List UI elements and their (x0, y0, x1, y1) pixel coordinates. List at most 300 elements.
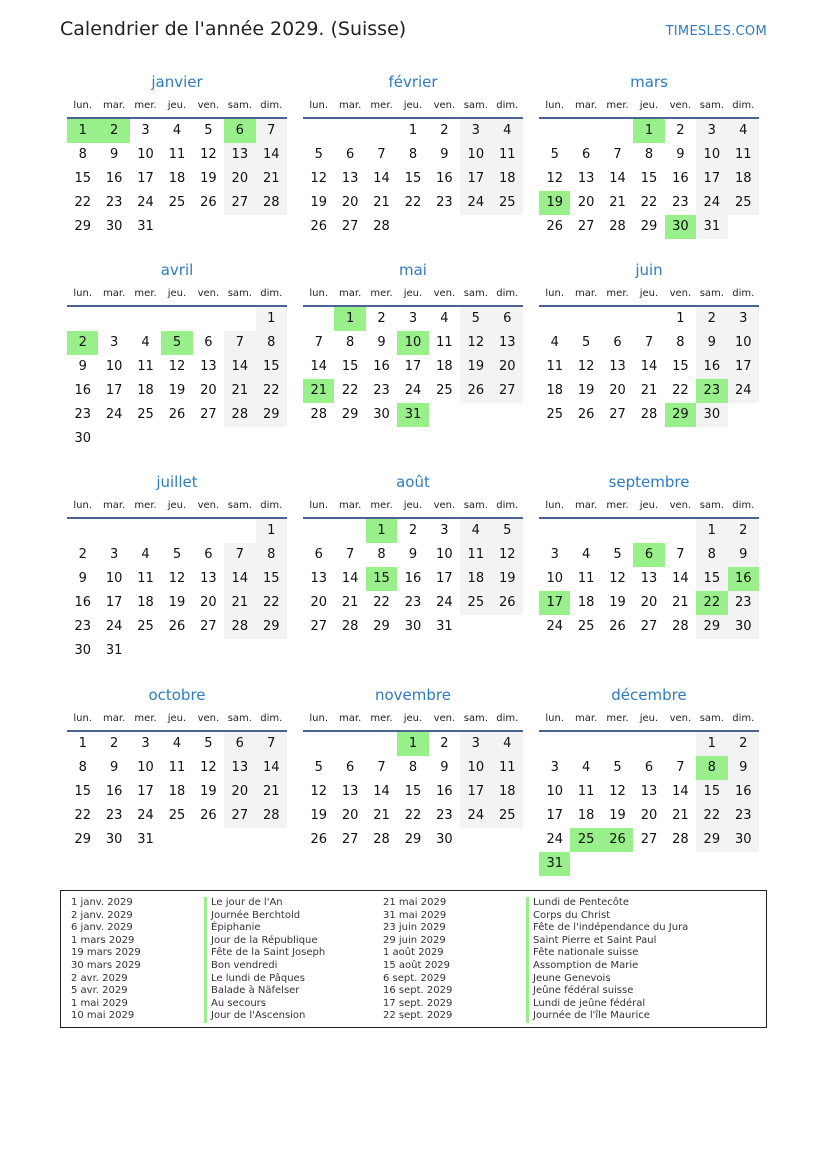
day-cell[interactable]: 15 (256, 355, 287, 379)
day-cell[interactable]: 31 (137, 219, 154, 234)
day-cell[interactable]: 5 (204, 736, 213, 751)
day-cell[interactable]: 24 (404, 383, 422, 398)
day-cell[interactable]: 21 (373, 195, 390, 210)
day-cell[interactable]: 12 (310, 784, 327, 799)
day-cell[interactable]: 14 (373, 171, 390, 186)
day-cell[interactable]: 25 (492, 804, 523, 828)
day-cell[interactable]: 15 (640, 171, 658, 186)
day-cell[interactable]: 26 (546, 219, 563, 234)
day-cell[interactable]: 29 (373, 619, 390, 634)
day-cell[interactable]: 1 (676, 311, 685, 326)
day-cell[interactable]: 10 (696, 143, 727, 167)
day-cell[interactable]: 9 (728, 756, 759, 780)
day-cell[interactable]: 8 (256, 331, 287, 355)
day-cell[interactable]: 29 (74, 219, 91, 234)
day-cell[interactable]: 2 (78, 547, 87, 562)
day-cell[interactable]: 17 (105, 383, 123, 398)
day-cell[interactable]: 31 (436, 619, 453, 634)
day-cell[interactable]: 26 (310, 832, 327, 847)
day-cell[interactable]: 28 (256, 804, 287, 828)
day-cell[interactable]: 18 (168, 784, 186, 799)
day-cell[interactable]: 5 (613, 547, 622, 562)
day-cell[interactable]: 17 (460, 167, 491, 191)
day-cell[interactable]: 14 (256, 143, 287, 167)
day-cell[interactable]: 18 (436, 359, 453, 374)
holiday-day-cell[interactable]: 15 (366, 567, 397, 591)
holiday-day-cell[interactable]: 31 (539, 852, 570, 876)
day-cell[interactable]: 26 (577, 407, 595, 422)
day-cell[interactable]: 23 (373, 383, 390, 398)
day-cell[interactable]: 11 (168, 760, 186, 775)
day-cell[interactable]: 26 (492, 591, 523, 615)
holiday-day-cell[interactable]: 26 (602, 828, 633, 852)
day-cell[interactable]: 18 (577, 595, 595, 610)
day-cell[interactable]: 1 (696, 519, 727, 543)
day-cell[interactable]: 12 (168, 359, 186, 374)
day-cell[interactable]: 28 (609, 219, 626, 234)
day-cell[interactable]: 21 (672, 808, 689, 823)
day-cell[interactable]: 25 (436, 383, 453, 398)
day-cell[interactable]: 29 (404, 832, 422, 847)
day-cell[interactable]: 7 (676, 547, 685, 562)
day-cell[interactable]: 12 (310, 171, 327, 186)
day-cell[interactable]: 16 (696, 355, 727, 379)
day-cell[interactable]: 19 (492, 567, 523, 591)
day-cell[interactable]: 19 (200, 784, 217, 799)
holiday-day-cell[interactable]: 1 (366, 519, 397, 543)
day-cell[interactable]: 30 (373, 407, 390, 422)
day-cell[interactable]: 22 (672, 383, 689, 398)
day-cell[interactable]: 3 (550, 760, 559, 775)
day-cell[interactable]: 16 (436, 784, 453, 799)
day-cell[interactable]: 19 (609, 595, 626, 610)
day-cell[interactable]: 13 (640, 784, 658, 799)
day-cell[interactable]: 26 (200, 195, 217, 210)
day-cell[interactable]: 28 (341, 619, 359, 634)
day-cell[interactable]: 6 (314, 547, 323, 562)
day-cell[interactable]: 30 (436, 832, 453, 847)
day-cell[interactable]: 8 (696, 543, 727, 567)
day-cell[interactable]: 26 (460, 379, 491, 403)
day-cell[interactable]: 18 (728, 167, 759, 191)
day-cell[interactable]: 5 (314, 760, 323, 775)
day-cell[interactable]: 28 (672, 619, 689, 634)
day-cell[interactable]: 28 (373, 832, 390, 847)
day-cell[interactable]: 11 (436, 335, 453, 350)
day-cell[interactable]: 11 (460, 543, 491, 567)
day-cell[interactable]: 27 (341, 832, 359, 847)
day-cell[interactable]: 4 (728, 119, 759, 143)
day-cell[interactable]: 23 (436, 808, 453, 823)
holiday-day-cell[interactable]: 5 (161, 331, 192, 355)
day-cell[interactable]: 2 (696, 307, 727, 331)
day-cell[interactable]: 29 (696, 615, 727, 639)
day-cell[interactable]: 3 (141, 736, 150, 751)
day-cell[interactable]: 29 (256, 615, 287, 639)
day-cell[interactable]: 26 (609, 619, 626, 634)
day-cell[interactable]: 23 (105, 195, 123, 210)
day-cell[interactable]: 7 (676, 760, 685, 775)
day-cell[interactable]: 1 (256, 307, 287, 331)
day-cell[interactable]: 9 (440, 760, 449, 775)
day-cell[interactable]: 24 (696, 191, 727, 215)
day-cell[interactable]: 7 (256, 732, 287, 756)
day-cell[interactable]: 12 (609, 571, 626, 586)
day-cell[interactable]: 7 (224, 331, 255, 355)
day-cell[interactable]: 22 (74, 808, 91, 823)
day-cell[interactable]: 22 (640, 195, 658, 210)
day-cell[interactable]: 28 (640, 407, 658, 422)
day-cell[interactable]: 2 (408, 523, 418, 538)
holiday-day-cell[interactable]: 6 (633, 543, 664, 567)
day-cell[interactable]: 23 (728, 804, 759, 828)
day-cell[interactable]: 21 (256, 167, 287, 191)
day-cell[interactable]: 27 (224, 804, 255, 828)
day-cell[interactable]: 18 (492, 167, 523, 191)
day-cell[interactable]: 14 (609, 171, 626, 186)
holiday-day-cell[interactable]: 23 (696, 379, 727, 403)
day-cell[interactable]: 14 (224, 567, 255, 591)
day-cell[interactable]: 20 (341, 808, 359, 823)
day-cell[interactable]: 15 (696, 567, 727, 591)
holiday-day-cell[interactable]: 21 (303, 379, 334, 403)
day-cell[interactable]: 3 (460, 119, 491, 143)
day-cell[interactable]: 20 (200, 595, 217, 610)
day-cell[interactable]: 27 (224, 191, 255, 215)
holiday-day-cell[interactable]: 31 (397, 403, 428, 427)
holiday-day-cell[interactable]: 30 (665, 215, 696, 239)
day-cell[interactable]: 3 (460, 732, 491, 756)
day-cell[interactable]: 24 (460, 191, 491, 215)
day-cell[interactable]: 16 (373, 359, 390, 374)
day-cell[interactable]: 30 (696, 403, 727, 427)
day-cell[interactable]: 1 (408, 123, 418, 138)
day-cell[interactable]: 24 (137, 808, 154, 823)
day-cell[interactable]: 25 (460, 591, 491, 615)
day-cell[interactable]: 20 (640, 808, 658, 823)
day-cell[interactable]: 17 (137, 171, 154, 186)
day-cell[interactable]: 21 (640, 383, 658, 398)
day-cell[interactable]: 7 (314, 335, 323, 350)
day-cell[interactable]: 14 (224, 355, 255, 379)
day-cell[interactable]: 15 (341, 359, 359, 374)
day-cell[interactable]: 20 (224, 167, 255, 191)
day-cell[interactable]: 13 (224, 756, 255, 780)
day-cell[interactable]: 1 (78, 736, 87, 751)
day-cell[interactable]: 11 (137, 571, 154, 586)
day-cell[interactable]: 31 (696, 215, 727, 239)
day-cell[interactable]: 25 (492, 191, 523, 215)
day-cell[interactable]: 3 (550, 547, 559, 562)
day-cell[interactable]: 13 (341, 171, 359, 186)
day-cell[interactable]: 6 (204, 547, 213, 562)
day-cell[interactable]: 9 (78, 571, 87, 586)
day-cell[interactable]: 7 (345, 547, 355, 562)
day-cell[interactable]: 19 (460, 355, 491, 379)
day-cell[interactable]: 25 (546, 407, 563, 422)
day-cell[interactable]: 18 (492, 780, 523, 804)
holiday-day-cell[interactable]: 10 (397, 331, 428, 355)
day-cell[interactable]: 8 (676, 335, 685, 350)
day-cell[interactable]: 19 (168, 383, 186, 398)
day-cell[interactable]: 16 (404, 571, 422, 586)
day-cell[interactable]: 26 (310, 219, 327, 234)
day-cell[interactable]: 6 (581, 147, 591, 162)
day-cell[interactable]: 24 (137, 195, 154, 210)
day-cell[interactable]: 18 (460, 567, 491, 591)
day-cell[interactable]: 6 (492, 307, 523, 331)
day-cell[interactable]: 23 (436, 195, 453, 210)
day-cell[interactable]: 16 (436, 171, 453, 186)
day-cell[interactable]: 12 (460, 331, 491, 355)
day-cell[interactable]: 8 (345, 335, 355, 350)
day-cell[interactable]: 28 (373, 219, 390, 234)
day-cell[interactable]: 19 (310, 808, 327, 823)
day-cell[interactable]: 9 (728, 543, 759, 567)
day-cell[interactable]: 27 (640, 619, 658, 634)
day-cell[interactable]: 9 (78, 359, 87, 374)
day-cell[interactable]: 27 (492, 379, 523, 403)
day-cell[interactable]: 22 (404, 808, 422, 823)
day-cell[interactable]: 14 (640, 359, 658, 374)
day-cell[interactable]: 24 (728, 379, 759, 403)
day-cell[interactable]: 2 (728, 732, 759, 756)
day-cell[interactable]: 21 (373, 808, 390, 823)
day-cell[interactable]: 11 (577, 784, 595, 799)
day-cell[interactable]: 15 (696, 780, 727, 804)
day-cell[interactable]: 23 (74, 407, 91, 422)
day-cell[interactable]: 16 (74, 595, 91, 610)
day-cell[interactable]: 23 (728, 591, 759, 615)
day-cell[interactable]: 11 (492, 143, 523, 167)
day-cell[interactable]: 29 (696, 828, 727, 852)
day-cell[interactable]: 21 (224, 379, 255, 403)
day-cell[interactable]: 8 (377, 547, 386, 562)
day-cell[interactable]: 14 (672, 784, 689, 799)
day-cell[interactable]: 10 (105, 359, 123, 374)
day-cell[interactable]: 8 (78, 760, 87, 775)
day-cell[interactable]: 20 (577, 195, 595, 210)
day-cell[interactable]: 5 (314, 147, 323, 162)
day-cell[interactable]: 22 (341, 383, 359, 398)
day-cell[interactable]: 1 (256, 519, 287, 543)
day-cell[interactable]: 16 (728, 780, 759, 804)
day-cell[interactable]: 14 (256, 756, 287, 780)
day-cell[interactable]: 9 (109, 760, 119, 775)
day-cell[interactable]: 5 (492, 519, 523, 543)
day-cell[interactable]: 3 (408, 311, 418, 326)
day-cell[interactable]: 18 (137, 595, 154, 610)
day-cell[interactable]: 21 (224, 591, 255, 615)
day-cell[interactable]: 4 (440, 311, 449, 326)
day-cell[interactable]: 10 (137, 147, 154, 162)
day-cell[interactable]: 3 (696, 119, 727, 143)
day-cell[interactable]: 30 (74, 643, 91, 658)
day-cell[interactable]: 22 (696, 804, 727, 828)
day-cell[interactable]: 25 (728, 191, 759, 215)
day-cell[interactable]: 2 (440, 123, 449, 138)
day-cell[interactable]: 16 (672, 171, 689, 186)
day-cell[interactable]: 17 (546, 808, 563, 823)
day-cell[interactable]: 17 (404, 359, 422, 374)
day-cell[interactable]: 25 (577, 619, 595, 634)
day-cell[interactable]: 27 (310, 619, 327, 634)
day-cell[interactable]: 10 (436, 547, 453, 562)
holiday-day-cell[interactable]: 2 (67, 331, 98, 355)
day-cell[interactable]: 20 (200, 383, 217, 398)
day-cell[interactable]: 10 (546, 784, 563, 799)
day-cell[interactable]: 12 (609, 784, 626, 799)
day-cell[interactable]: 2 (676, 123, 685, 138)
day-cell[interactable]: 29 (74, 832, 91, 847)
day-cell[interactable]: 18 (168, 171, 186, 186)
day-cell[interactable]: 30 (404, 619, 422, 634)
day-cell[interactable]: 13 (200, 359, 217, 374)
day-cell[interactable]: 27 (341, 219, 359, 234)
day-cell[interactable]: 25 (168, 195, 186, 210)
day-cell[interactable]: 27 (609, 407, 626, 422)
holiday-day-cell[interactable]: 1 (334, 307, 365, 331)
day-cell[interactable]: 28 (672, 832, 689, 847)
day-cell[interactable]: 13 (200, 571, 217, 586)
day-cell[interactable]: 22 (256, 591, 287, 615)
day-cell[interactable]: 24 (105, 619, 123, 634)
day-cell[interactable]: 14 (373, 784, 390, 799)
day-cell[interactable]: 4 (581, 760, 591, 775)
day-cell[interactable]: 20 (310, 595, 327, 610)
brand-link[interactable]: TIMESLES.COM (665, 24, 767, 39)
day-cell[interactable]: 13 (609, 359, 626, 374)
day-cell[interactable]: 4 (492, 732, 523, 756)
holiday-day-cell[interactable]: 1 (67, 119, 98, 143)
day-cell[interactable]: 28 (224, 615, 255, 639)
day-cell[interactable]: 21 (341, 595, 359, 610)
day-cell[interactable]: 30 (728, 828, 759, 852)
day-cell[interactable]: 30 (728, 615, 759, 639)
day-cell[interactable]: 10 (137, 760, 154, 775)
day-cell[interactable]: 24 (460, 804, 491, 828)
holiday-day-cell[interactable]: 29 (665, 403, 696, 427)
day-cell[interactable]: 6 (345, 760, 355, 775)
day-cell[interactable]: 11 (577, 571, 595, 586)
day-cell[interactable]: 20 (341, 195, 359, 210)
day-cell[interactable]: 6 (224, 732, 255, 756)
holiday-day-cell[interactable]: 19 (539, 191, 570, 215)
day-cell[interactable]: 29 (256, 403, 287, 427)
day-cell[interactable]: 4 (550, 335, 559, 350)
day-cell[interactable]: 19 (577, 383, 595, 398)
day-cell[interactable]: 13 (224, 143, 255, 167)
day-cell[interactable]: 19 (310, 195, 327, 210)
day-cell[interactable]: 17 (137, 784, 154, 799)
holiday-day-cell[interactable]: 25 (570, 828, 601, 852)
day-cell[interactable]: 27 (200, 619, 217, 634)
day-cell[interactable]: 20 (640, 595, 658, 610)
day-cell[interactable]: 28 (224, 403, 255, 427)
day-cell[interactable]: 9 (408, 547, 418, 562)
day-cell[interactable]: 12 (200, 760, 217, 775)
day-cell[interactable]: 20 (609, 383, 626, 398)
day-cell[interactable]: 2 (728, 519, 759, 543)
day-cell[interactable]: 25 (137, 407, 154, 422)
day-cell[interactable]: 13 (640, 571, 658, 586)
day-cell[interactable]: 16 (74, 383, 91, 398)
day-cell[interactable]: 9 (377, 335, 386, 350)
day-cell[interactable]: 24 (546, 832, 563, 847)
day-cell[interactable]: 15 (74, 784, 91, 799)
day-cell[interactable]: 21 (256, 780, 287, 804)
day-cell[interactable]: 10 (728, 331, 759, 355)
day-cell[interactable]: 4 (460, 519, 491, 543)
day-cell[interactable]: 11 (492, 756, 523, 780)
day-cell[interactable]: 15 (404, 784, 422, 799)
day-cell[interactable]: 8 (408, 147, 418, 162)
day-cell[interactable]: 8 (644, 147, 654, 162)
day-cell[interactable]: 9 (440, 147, 449, 162)
day-cell[interactable]: 12 (200, 147, 217, 162)
holiday-day-cell[interactable]: 8 (696, 756, 727, 780)
day-cell[interactable]: 21 (609, 195, 626, 210)
day-cell[interactable]: 15 (256, 567, 287, 591)
day-cell[interactable]: 24 (436, 595, 453, 610)
day-cell[interactable]: 4 (141, 547, 150, 562)
holiday-day-cell[interactable]: 17 (539, 591, 570, 615)
day-cell[interactable]: 17 (696, 167, 727, 191)
day-cell[interactable]: 3 (109, 335, 119, 350)
holiday-day-cell[interactable]: 1 (633, 119, 664, 143)
day-cell[interactable]: 12 (577, 359, 595, 374)
day-cell[interactable]: 8 (78, 147, 87, 162)
holiday-day-cell[interactable]: 2 (98, 119, 129, 143)
day-cell[interactable]: 5 (460, 307, 491, 331)
day-cell[interactable]: 15 (404, 171, 422, 186)
day-cell[interactable]: 17 (105, 595, 123, 610)
day-cell[interactable]: 22 (256, 379, 287, 403)
day-cell[interactable]: 30 (105, 832, 123, 847)
day-cell[interactable]: 31 (105, 643, 123, 658)
day-cell[interactable]: 11 (168, 147, 186, 162)
day-cell[interactable]: 7 (256, 119, 287, 143)
day-cell[interactable]: 22 (373, 595, 390, 610)
day-cell[interactable]: 16 (105, 171, 123, 186)
day-cell[interactable]: 7 (224, 543, 255, 567)
holiday-day-cell[interactable]: 22 (696, 591, 727, 615)
day-cell[interactable]: 15 (672, 359, 689, 374)
day-cell[interactable]: 2 (109, 736, 119, 751)
day-cell[interactable]: 29 (640, 219, 658, 234)
day-cell[interactable]: 13 (492, 331, 523, 355)
day-cell[interactable]: 20 (492, 355, 523, 379)
day-cell[interactable]: 6 (644, 760, 654, 775)
day-cell[interactable]: 18 (137, 383, 154, 398)
day-cell[interactable]: 28 (310, 407, 327, 422)
day-cell[interactable]: 4 (141, 335, 150, 350)
day-cell[interactable]: 1 (696, 732, 727, 756)
day-cell[interactable]: 5 (204, 123, 213, 138)
day-cell[interactable]: 31 (137, 832, 154, 847)
day-cell[interactable]: 4 (172, 123, 182, 138)
holiday-day-cell[interactable]: 1 (397, 732, 428, 756)
holiday-day-cell[interactable]: 6 (224, 119, 255, 143)
day-cell[interactable]: 17 (436, 571, 453, 586)
day-cell[interactable]: 5 (581, 335, 591, 350)
day-cell[interactable]: 4 (172, 736, 182, 751)
day-cell[interactable]: 17 (460, 780, 491, 804)
day-cell[interactable]: 24 (546, 619, 563, 634)
day-cell[interactable]: 7 (377, 147, 386, 162)
day-cell[interactable]: 14 (341, 571, 359, 586)
day-cell[interactable]: 20 (224, 780, 255, 804)
